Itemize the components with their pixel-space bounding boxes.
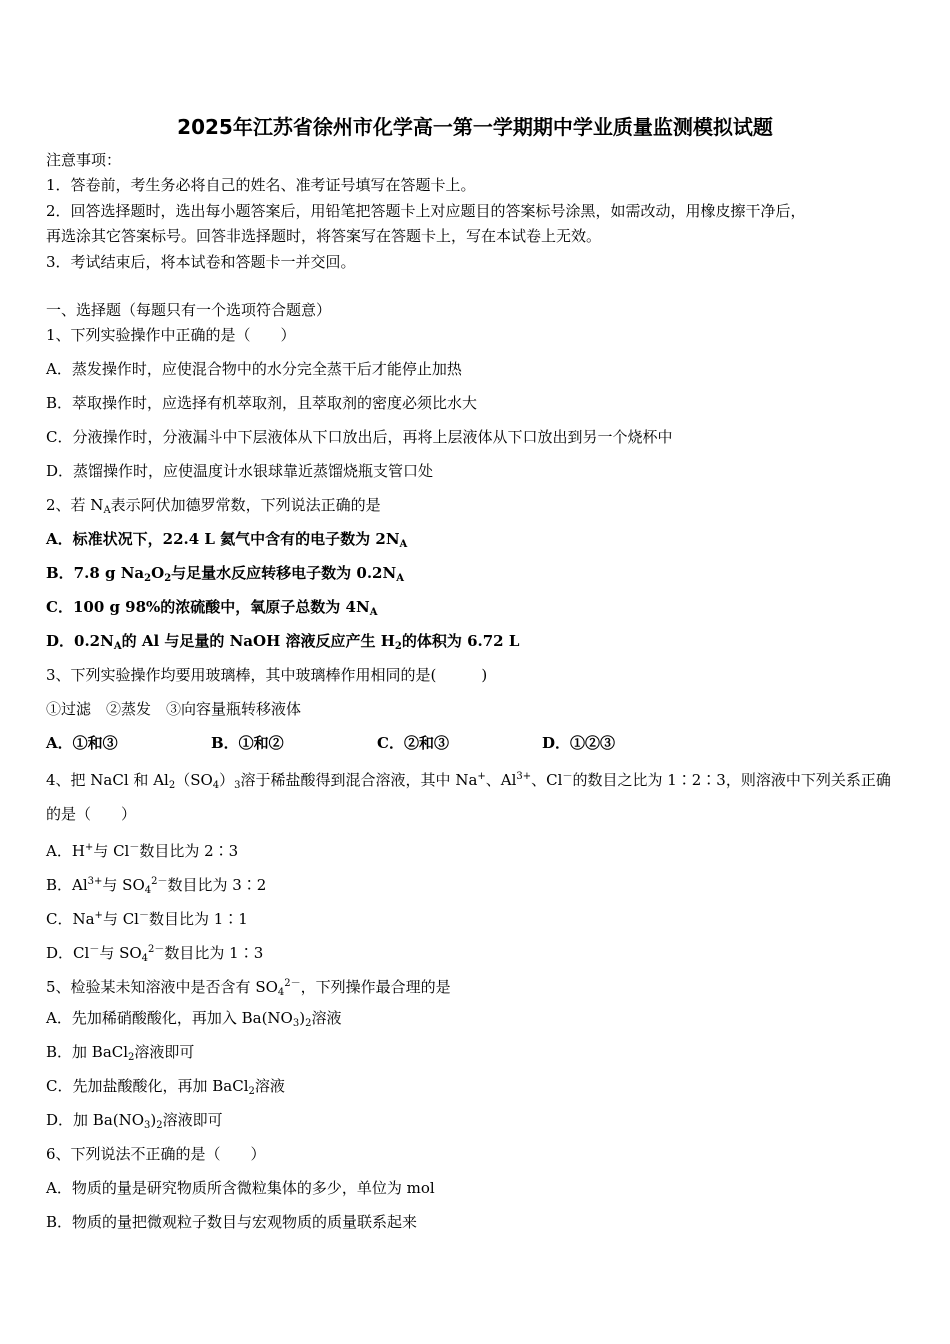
q3-stem: 3、下列实验操作均要用玻璃棒，其中玻璃棒作用相同的是( ) [46, 666, 488, 684]
q5-option-c: C．先加盐酸酸化，再加 BaCl$_2$溶液 [46, 1077, 285, 1097]
q1-option-c: C．分液操作时，分液漏斗中下层液体从下口放出后，再将上层液体从下口放出到另一个烧杯中 [46, 428, 673, 446]
q3-option-a: A．①和③ [46, 734, 118, 752]
q6-option-a: A．物质的量是研究物质所含微粒集体的多少，单位为 mol [46, 1179, 435, 1197]
q2-stem: 2、若 $N_A$表示阿伏加德罗常数，下列说法正确的是 [46, 496, 381, 516]
section-heading: 一、选择题（每题只有一个选项符合题意） [46, 301, 332, 319]
q5-stem: 5、检验某未知溶液中是否含有 $SO_4^{2-}$，下列操作最合理的是 [46, 978, 451, 998]
q5-option-a: A．先加稀硝酸酸化，再加入 $Ba(NO_3)_2$溶液 [46, 1009, 342, 1029]
q1-stem: 1、下列实验操作中正确的是（ ） [46, 326, 296, 344]
q3-option-c: C．②和③ [377, 734, 449, 752]
q2-option-b: B．7.8 g $Na_2O_2$与足量水反应转移电子数为 $0.2N_A$ [46, 564, 404, 584]
q4-option-d: D．Cl－与 $SO_4^{2-}$数目比为 1∶3 [46, 944, 264, 964]
q2-option-a: A．标准状况下，22.4 L 氦气中含有的电子数为 $2N_A$ [46, 530, 408, 550]
q3-option-d: D．①②③ [542, 734, 616, 752]
q1-option-a: A．蒸发操作时，应使混合物中的水分完全蒸干后才能停止加热 [46, 360, 462, 378]
notes-item-3: 3．考试结束后，将本试卷和答题卡一并交回。 [46, 253, 356, 271]
q1-option-b: B．萃取操作时，应选择有机萃取剂，且萃取剂的密度必须比水大 [46, 394, 478, 412]
q1-option-d: D．蒸馏操作时，应使温度计水银球靠近蒸馏烧瓶支管口处 [46, 462, 434, 480]
q4-option-c: C．Na+与 Cl－数目比为 1∶1 [46, 910, 248, 928]
q4-option-b: B．$Al^{3+}$与 $SO_4^{2-}$数目比为 3∶2 [46, 876, 267, 896]
q2-option-c: C．100 g 98%的浓硫酸中，氧原子总数为 $4N_A$ [46, 598, 378, 618]
page-title: 2025年江苏省徐州市化学高一第一学期期中学业质量监测模拟试题 [177, 115, 773, 139]
q5-option-b: B．加 BaCl$_2$溶液即可 [46, 1043, 195, 1063]
q4-option-a: A．H+与 Cl－数目比为 2∶3 [46, 842, 239, 860]
notes-item-1: 1．答卷前，考生务必将自己的姓名、准考证号填写在答题卡上。 [46, 176, 476, 194]
notes-heading: 注意事项： [46, 151, 122, 169]
q5-option-d: D．加 $Ba(NO_3)_2$溶液即可 [46, 1111, 223, 1131]
q6-option-b: B．物质的量把微观粒子数目与宏观物质的质量联系起来 [46, 1213, 418, 1231]
notes-item-2-line-2: 再选涂其它答案标号。回答非选择题时，将答案写在答题卡上，写在本试卷上无效。 [46, 227, 602, 245]
q2-option-d: D．$0.2N_A$的 Al 与足量的 NaOH 溶液反应产生 $H_2$的体积为 6.72 L [46, 632, 520, 652]
q4-stem-line-1: 4、把 NaCl 和 $Al_2(SO_4)_3$溶于稀盐酸得到混合溶液，其中 Na+、$Al^{3+}$、Cl－的数目之比为 1∶2∶3，则溶液中下列关系正确 [46, 771, 891, 791]
q4-stem-line-2: 的是（ ） [46, 805, 137, 823]
q3-option-b: B．①和② [211, 734, 284, 752]
q3-items: ①过滤 ②蒸发 ③向容量瓶转移液体 [46, 700, 302, 718]
q6-stem: 6、下列说法不正确的是（ ） [46, 1145, 266, 1163]
notes-item-2-line-1: 2．回答选择题时，选出每小题答案后，用铅笔把答题卡上对应题目的答案标号涂黑，如需改动，用橡皮擦干净后， [46, 202, 806, 220]
